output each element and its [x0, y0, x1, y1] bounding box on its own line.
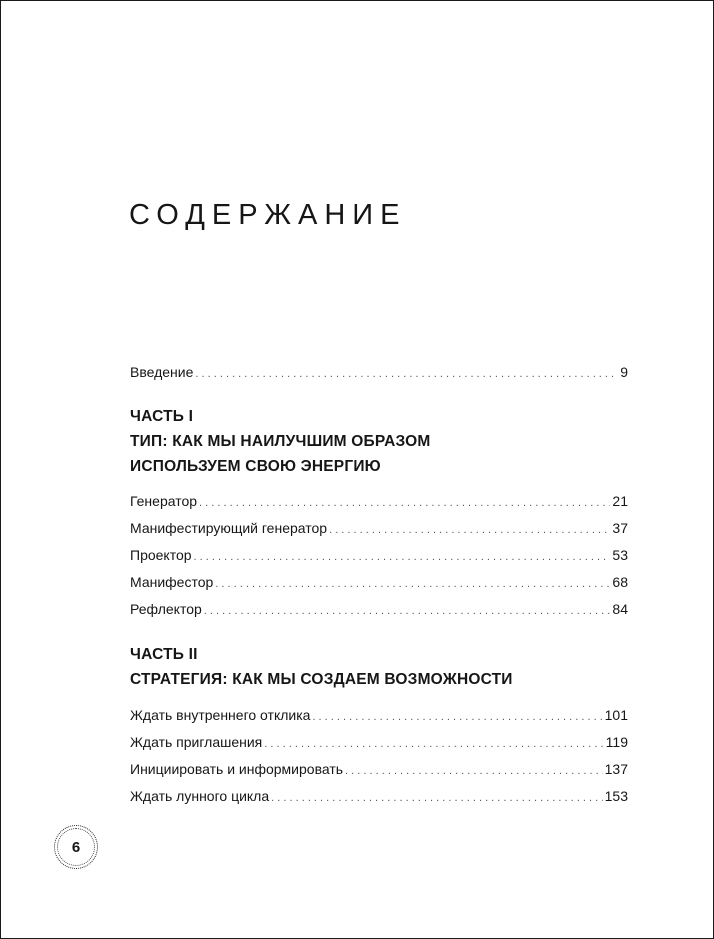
toc-leader-dots — [271, 785, 603, 812]
toc-intro — [130, 359, 628, 386]
toc-leader-dots — [264, 731, 603, 758]
toc-entry-label: Ждать лунного цикла — [130, 788, 270, 804]
toc-entry[interactable] — [130, 542, 628, 569]
toc-part-1 — [130, 404, 628, 479]
part-1-label: ЧАСТЬ I — [130, 408, 194, 425]
toc-leader-dots — [199, 490, 610, 517]
part-2-label: ЧАСТЬ II — [130, 646, 198, 663]
toc-entry-intro[interactable] — [130, 359, 628, 386]
toc-leader-dots — [195, 361, 618, 388]
toc-part-2 — [130, 642, 628, 692]
toc-entry-label: Инициировать и информировать — [130, 761, 344, 777]
toc-entry-page: 137 — [604, 761, 628, 777]
toc-entry-label: Ждать приглашения — [130, 734, 263, 750]
part-1-heading-line-1: ТИП: КАК МЫ НАИЛУЧШИМ ОБРАЗОМ — [130, 433, 431, 450]
toc-entry[interactable] — [130, 488, 628, 515]
toc-entry-page: 53 — [612, 547, 628, 563]
toc-entry-page: 37 — [612, 520, 628, 536]
toc-entry-label: Проектор — [130, 547, 192, 563]
page-number: 6 — [71, 838, 81, 856]
toc-leader-dots — [194, 544, 611, 571]
toc-leader-dots — [312, 704, 602, 731]
page-title: СОДЕРЖАНИЕ — [129, 199, 407, 231]
toc-entry-page: 153 — [604, 788, 628, 804]
toc-entry[interactable] — [130, 729, 628, 756]
toc-entry[interactable] — [130, 569, 628, 596]
toc-part-2-entries — [130, 702, 628, 810]
toc-entry-page: 21 — [612, 493, 628, 509]
toc-leader-dots — [204, 598, 611, 625]
toc-entry-page: 84 — [612, 601, 628, 617]
toc-entry[interactable] — [130, 756, 628, 783]
toc-entry-label: Манифестор — [130, 574, 214, 590]
toc-leader-dots — [329, 517, 610, 544]
toc-entry[interactable] — [130, 596, 628, 623]
part-1-heading-line-2: ИСПОЛЬЗУЕМ СВОЮ ЭНЕРГИЮ — [130, 458, 381, 475]
page-number-badge — [54, 825, 98, 869]
toc-entry-page: 119 — [605, 734, 628, 750]
toc-entry[interactable] — [130, 702, 628, 729]
toc-leader-dots — [215, 571, 610, 598]
part-2-heading-line-1: СТРАТЕГИЯ: КАК МЫ СОЗДАЕМ ВОЗМОЖНОСТИ — [130, 671, 513, 688]
toc-leader-dots — [345, 758, 603, 785]
toc-entry-label: Генератор — [130, 493, 198, 509]
toc-entry-label: Введение — [130, 364, 194, 380]
toc-entry-page: 9 — [620, 364, 628, 380]
toc-entry[interactable] — [130, 515, 628, 542]
toc-entry[interactable] — [130, 783, 628, 810]
toc-entry-label: Ждать внутреннего отклика — [130, 707, 311, 723]
toc-entry-page: 68 — [612, 574, 628, 590]
toc-entry-label: Манифестирующий генератор — [130, 520, 328, 536]
toc-part-1-entries — [130, 488, 628, 623]
toc-entry-label: Рефлектор — [130, 601, 202, 617]
toc-entry-page: 101 — [604, 707, 628, 723]
